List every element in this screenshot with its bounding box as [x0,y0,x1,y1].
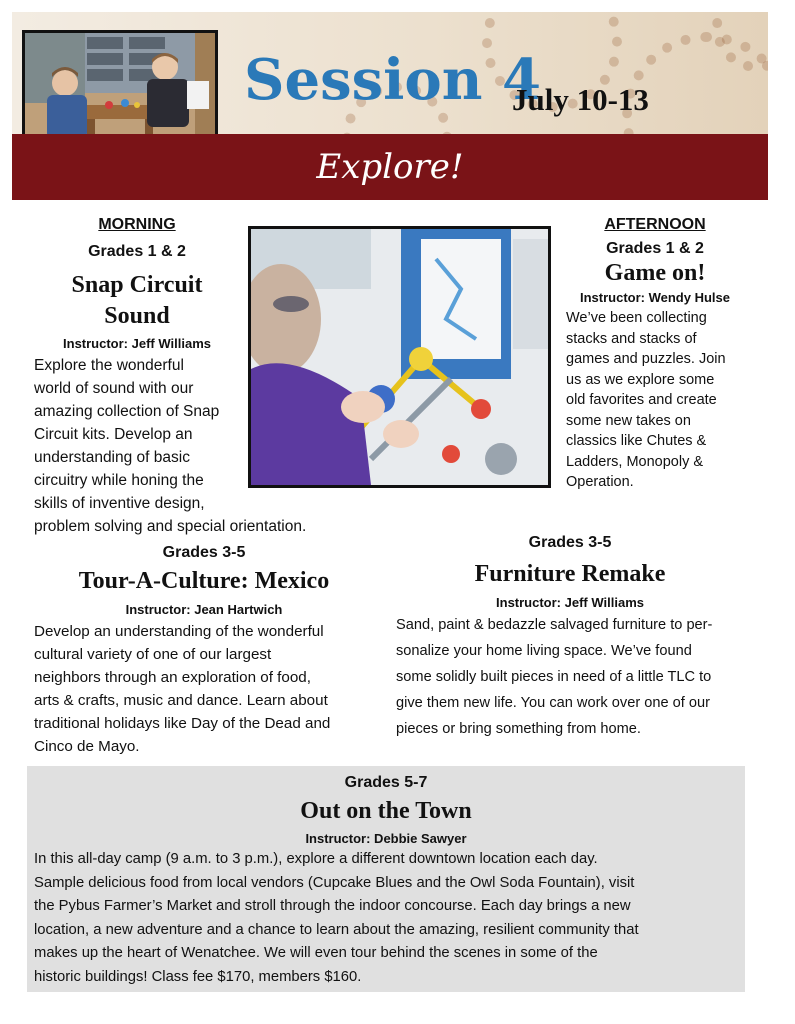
morning-title-line1: Snap Circuit [71,272,203,298]
text-line: historic buildings! Class fee $170, members $160. [34,968,362,985]
text-line: pieces or bring something from home. [396,721,641,737]
afternoon-instructor: Instructor: Wendy Hulse [579,290,730,305]
afternoon-grades: Grades 1 & 2 [606,240,704,257]
text-line: give them new life. You can work over one of our [396,695,710,711]
furniture-grades: Grades 3-5 [528,534,612,551]
text-line: Explore the wonderful [34,357,184,374]
text-line: the Pybus Farmer’s Market and stroll through the indoor concourse. Each day brings a new [34,898,631,914]
tour-instructor: Instructor: Jean Hartwich [125,602,283,617]
text-line: sonalize your home living space. We’ve found [396,643,692,659]
text-line: location, a new adventure and a chance to learn about the amazing, resilient community that [34,921,639,938]
text-line: us as we explore some [566,371,715,388]
theme-title: Explore! [316,147,464,187]
town-grades: Grades 5-7 [344,774,428,791]
tour-description [34,620,384,758]
text-line: makes up the heart of Wenatchee. We will even tour behind the scenes in some of the [34,945,598,961]
text-line: arts & crafts, music and dance. Learn about [34,692,328,709]
session-dates: July 10-13 [512,82,649,117]
furniture-instructor: Instructor: Jeff Williams [496,595,644,610]
building-kit-photo [248,226,551,488]
text-line: world of sound with our [34,380,194,397]
text-line: circuitry while honing the [34,472,204,489]
morning-title-line2: Sound [104,303,170,329]
session-title: Session 4 [244,47,541,113]
text-line: some solidly built pieces in need of a little TLC to [396,669,712,685]
town-title: Out on the Town [300,798,472,824]
text-line: In this all-day camp (9 a.m. to 3 p.m.), explore a different downtown location each day. [34,851,598,867]
morning-instructor: Instructor: Jeff Williams [63,336,211,351]
furniture-title: Furniture Remake [474,561,666,587]
text-line: Develop an understanding of the wonderful [34,623,324,640]
text-line: stacks and stacks of [566,330,697,347]
text-line: Circuit kits. Develop an [34,426,193,443]
text-line: some new takes on [566,412,691,429]
text-line: Sand, paint & bedazzle salvaged furniture to per- [396,617,713,633]
text-line: games and puzzles. Join [566,351,726,367]
text-line: We’ve been collecting [566,310,707,326]
text-line: cultural variety of one of our largest [34,646,272,663]
afternoon-heading: AFTERNOON [604,216,706,233]
morning-grades: Grades 1 & 2 [88,243,186,260]
afternoon-description [566,308,771,493]
text-line: old favorites and create [566,392,717,408]
text-line: skills of inventive design, [34,495,205,512]
text-line: neighbors through an exploration of food, [34,669,311,686]
furniture-description [396,612,756,742]
tour-title: Tour-A-Culture: Mexico [78,568,330,594]
town-description [34,848,742,989]
text-line: Operation. [566,474,634,490]
text-line: classics like Chutes & [566,433,707,449]
morning-heading: MORNING [98,216,176,233]
text-line: understanding of basic [34,449,190,466]
text-line: problem solving and special orientation. [34,518,307,535]
text-line: Cinco de Mayo. [34,738,140,755]
town-instructor: Instructor: Debbie Sawyer [305,831,467,846]
afternoon-title: Game on! [604,260,706,286]
text-line: Sample delicious food from local vendors (Cupcake Blues and the Owl Soda Fountain), visit [34,874,635,891]
text-line: amazing collection of Snap [34,403,220,420]
tour-grades: Grades 3-5 [162,544,246,561]
text-line: Ladders, Monopoly & [566,453,704,470]
text-line: traditional holidays like Day of the Dead and [34,715,331,732]
